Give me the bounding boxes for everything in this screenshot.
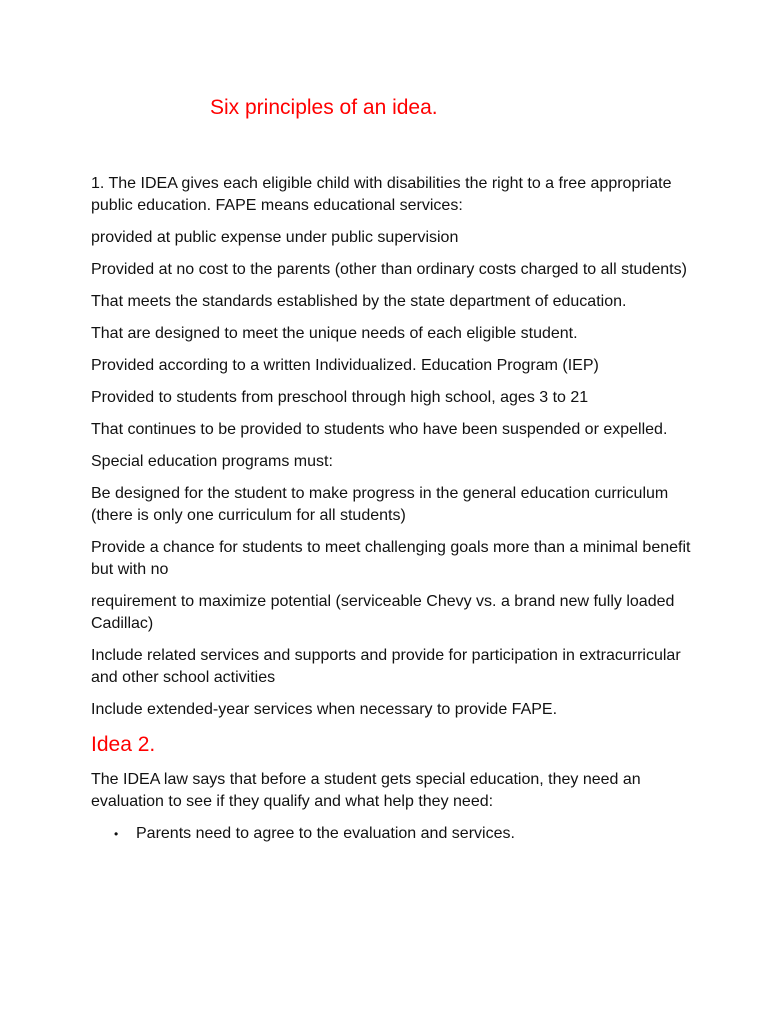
paragraph-fape-intro: 1. The IDEA gives each eligible child with disabilities the right to a free appropriate public education. FAPE means educational services: [91,175,672,214]
paragraph-ages: Provided to students from preschool through high school, ages 3 to 21 [91,389,589,406]
paragraph-challenging-goals: Provide a chance for students to meet challenging goals more than a minimal benefit but with no [91,539,691,578]
bullet-icon: • [114,827,119,841]
document-body [91,173,691,845]
paragraph-programs-must: Special education programs must: [91,453,333,470]
document-title: Six principles of an idea. [210,96,438,119]
paragraph-unique-needs: That are designed to meet the unique needs of each eligible student. [91,325,578,342]
paragraph-general-curriculum: Be designed for the student to make progress in the general education curriculum (there is only one curriculum for all students) [91,485,669,524]
paragraph-suspended: That continues to be provided to students who have been suspended or expelled. [91,421,668,438]
paragraph-maximize-potential: requirement to maximize potential (serviceable Chevy vs. a brand new fully loaded Cadillac) [91,593,675,632]
paragraph-related-services: Include related services and supports and provide for participation in extracurricular and other school activities [91,647,681,686]
paragraph-public-expense: provided at public expense under public supervision [91,229,459,246]
paragraph-extended-year: Include extended-year services when necessary to provide FAPE. [91,701,558,718]
paragraph-standards: That meets the standards established by the state department of education. [91,293,627,310]
section-heading-idea-2: Idea 2. [91,733,156,756]
paragraph-iep: Provided according to a written Individualized. Education Program (IEP) [91,357,599,374]
list-item [114,823,691,845]
paragraph-evaluation-intro: The IDEA law says that before a student gets special education, they need an evaluation to see if they qualify and what help they need: [91,771,641,810]
bullet-list [91,823,691,845]
paragraph-no-cost: Provided at no cost to the parents (other than ordinary costs charged to all students) [91,261,687,278]
list-item-text: Parents need to agree to the evaluation and services. [136,825,515,842]
